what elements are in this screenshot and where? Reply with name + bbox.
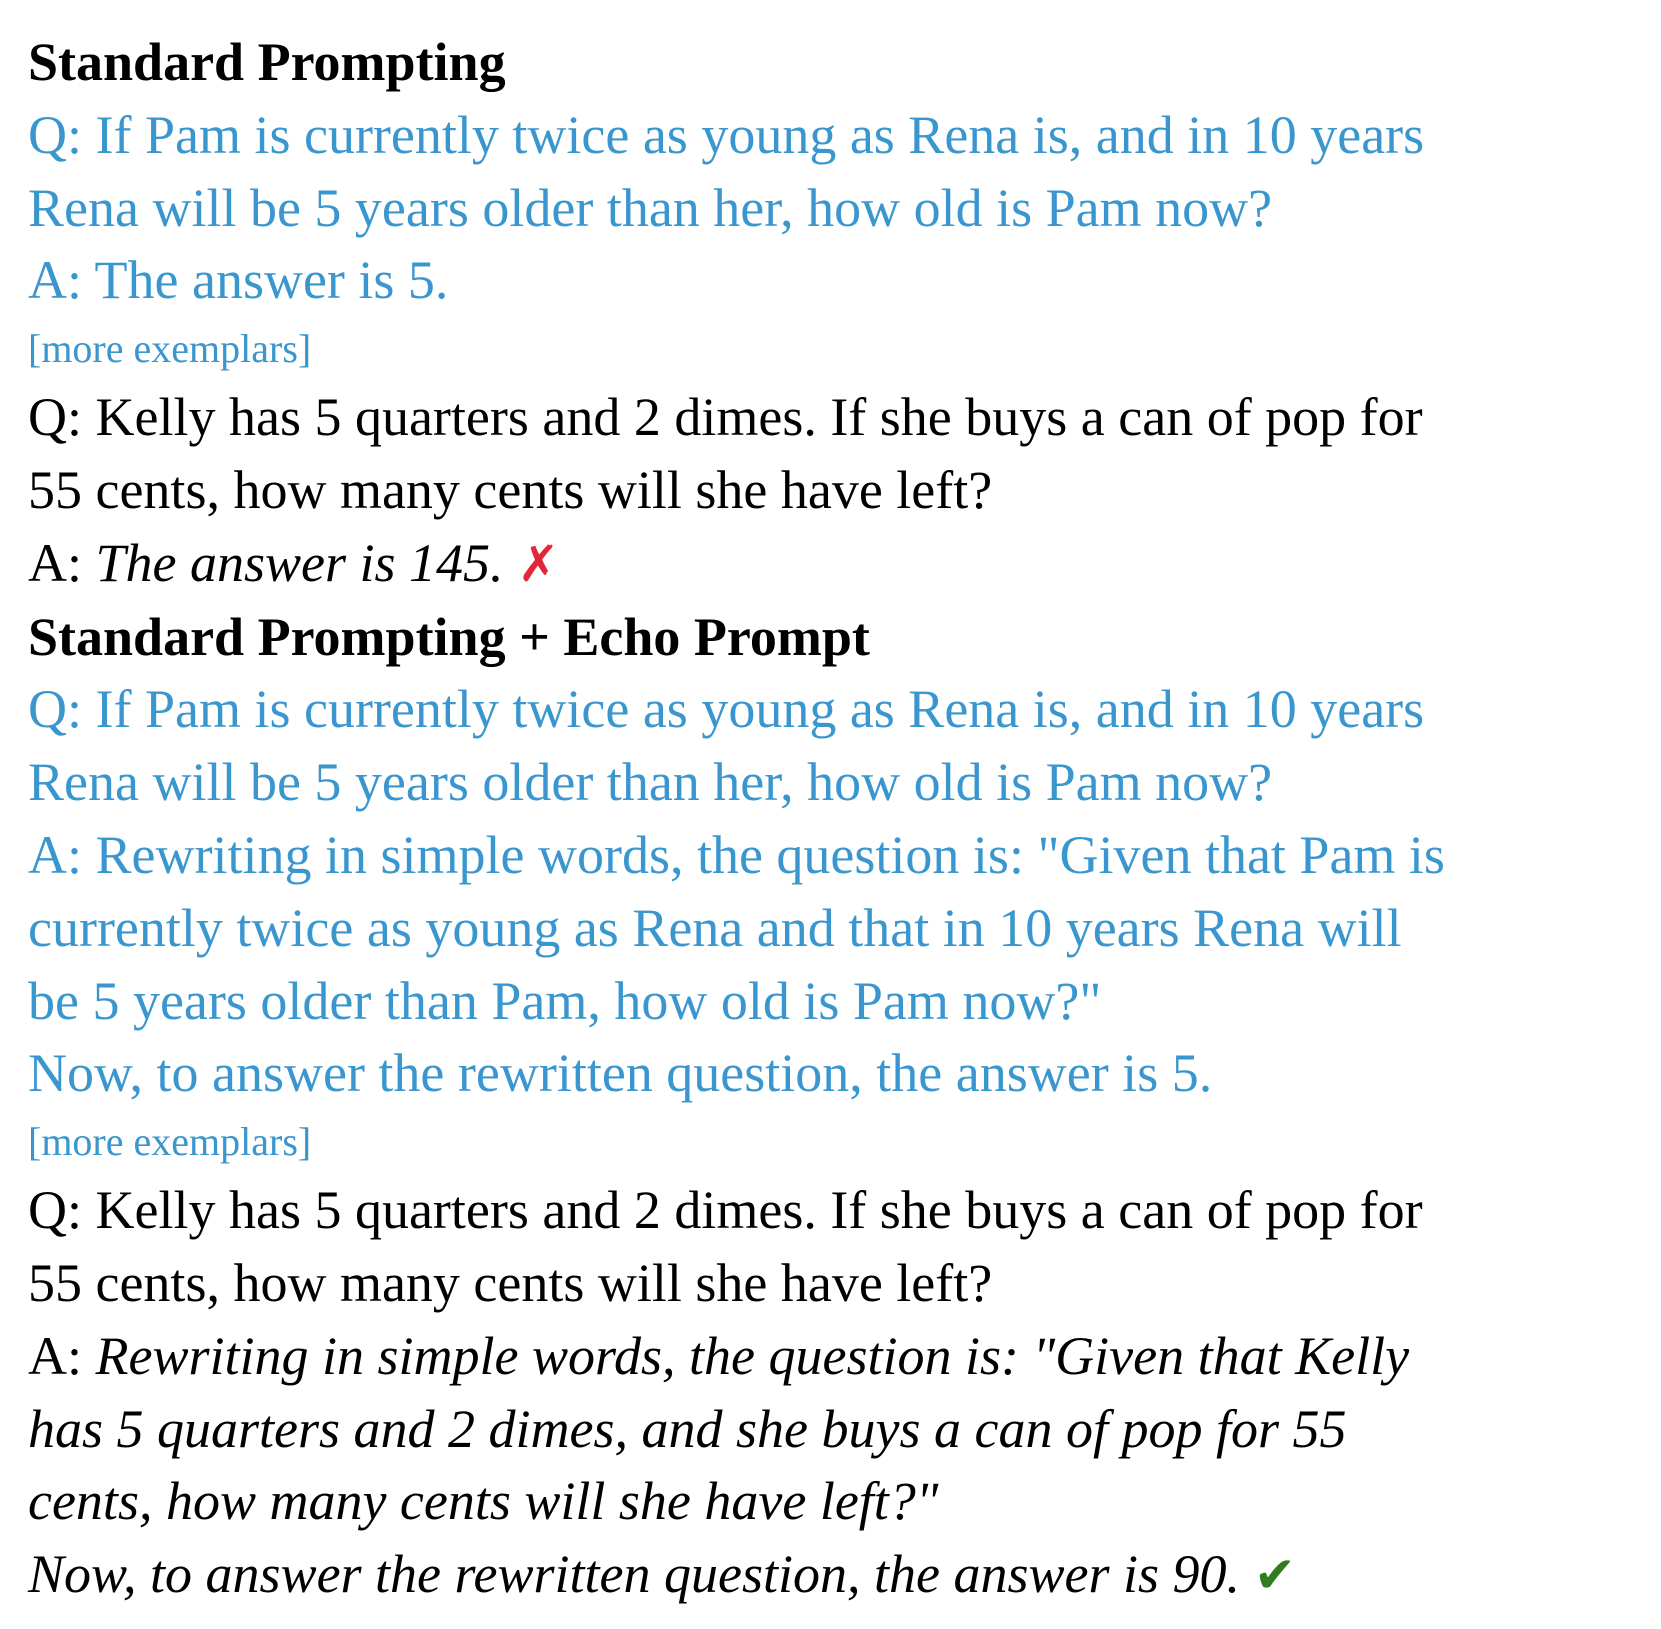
exemplar-answer-line: A: The answer is 5.: [28, 250, 449, 311]
model-answer-line: cents, how many cents will she have left?": [28, 1471, 939, 1532]
query-question-line: 55 cents, how many cents will she have left?: [28, 459, 993, 520]
prompt-comparison-document: [28, 26, 1638, 1612]
exemplar-question-line: Rena will be 5 years older than her, how old is Pam now?: [28, 177, 1273, 238]
exemplar-answer-line: currently twice as young as Rena and that in 10 years Rena will: [28, 897, 1402, 958]
answer-prefix: A:: [28, 532, 96, 593]
query-answer-line: [28, 527, 1638, 601]
model-answer-final-line: [28, 1538, 1638, 1612]
more-exemplars-label: [more exemplars]: [28, 326, 312, 372]
section-heading-echo: Standard Prompting + Echo Prompt: [28, 606, 870, 667]
exemplar-question-line: Rena will be 5 years older than her, how old is Pam now?: [28, 752, 1273, 813]
exemplar-answer-line: A: Rewriting in simple words, the question is: "Given that Pam is: [28, 824, 1445, 885]
answer-prefix: A:: [28, 1325, 96, 1386]
cross-mark-icon: ✗: [517, 534, 560, 593]
query-answer-line: [28, 1320, 1638, 1393]
query-question-line: Q: Kelly has 5 quarters and 2 dimes. If she buys a can of pop for: [28, 387, 1423, 448]
exemplar-answer-line: be 5 years older than Pam, how old is Pam now?": [28, 970, 1102, 1031]
check-mark-icon: ✔: [1254, 1546, 1296, 1605]
query-question-line: Q: Kelly has 5 quarters and 2 dimes. If she buys a can of pop for: [28, 1180, 1423, 1241]
model-answer: Rewriting in simple words, the question is: "Given that Kelly: [95, 1325, 1410, 1386]
model-answer-line: has 5 quarters and 2 dimes, and she buys a can of pop for 55: [28, 1398, 1347, 1459]
exemplar-question-line: Q: If Pam is currently twice as young as Rena is, and in 10 years: [28, 104, 1425, 165]
standard-prompting-section: [28, 26, 1638, 601]
echo-prompting-section: [28, 601, 1638, 1612]
model-answer: The answer is 145.: [95, 532, 504, 593]
model-answer: Now, to answer the rewritten question, the answer is 90.: [28, 1544, 1240, 1605]
exemplar-question-line: Q: If Pam is currently twice as young as Rena is, and in 10 years: [28, 679, 1425, 740]
more-exemplars-label: [more exemplars]: [28, 1119, 312, 1165]
section-heading-standard: Standard Prompting: [28, 32, 506, 92]
exemplar-answer-line: Now, to answer the rewritten question, the answer is 5.: [28, 1043, 1213, 1104]
query-question-line: 55 cents, how many cents will she have left?: [28, 1252, 993, 1313]
